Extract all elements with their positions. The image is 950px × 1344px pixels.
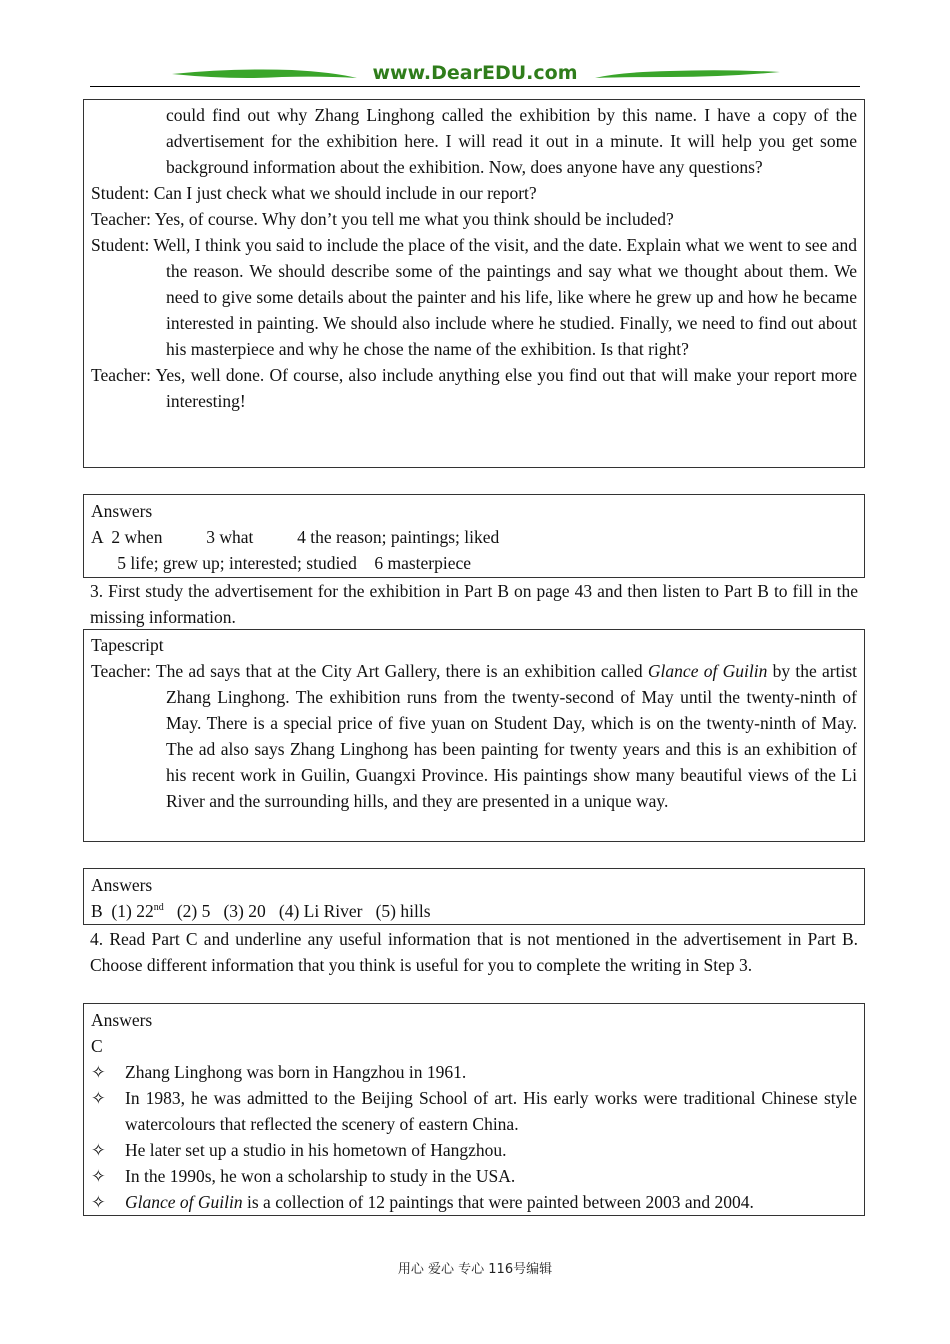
question-3-text: 3. First study the advertisement for the exhibition in Part B on page 43 and then listen to Part B to fill in the missing information. <box>90 581 858 627</box>
diamond-bullet-icon: ✧ <box>91 1140 106 1160</box>
dialogue-box <box>83 99 865 468</box>
list-item-rest: is a collection of 12 paintings that were painted between 2003 and 2004. <box>242 1192 754 1212</box>
answers-b-row <box>84 898 864 924</box>
list-item <box>84 1189 864 1215</box>
dialogue-teacher-line-2: Teacher: Yes, well done. Of course, also include anything else you find out that will make your report more interesting! <box>91 365 857 411</box>
tapescript-box <box>83 629 865 842</box>
list-item <box>84 1137 864 1163</box>
exhibition-title: Glance of Guilin <box>125 1192 243 1212</box>
header-rule <box>90 86 860 87</box>
page-footer: 用心 爱心 专心 116号编辑 <box>397 1262 553 1277</box>
diamond-bullet-icon: ✧ <box>91 1062 106 1082</box>
question-4 <box>83 926 865 978</box>
tapescript-text <box>84 658 864 814</box>
question-3 <box>83 578 865 630</box>
list-item-text: In the 1990s, he won a scholarship to study in the USA. <box>125 1166 516 1186</box>
diamond-bullet-icon: ✧ <box>91 1166 106 1186</box>
list-item-text: He later set up a studio in his hometown of Hangzhou. <box>125 1140 507 1160</box>
page-header <box>90 62 860 92</box>
site-logo-text: www.DearEDU.com <box>372 62 578 84</box>
dialogue-student-line-2: Student: Well, I think you said to include the place of the visit, and the date. Explain what we went to see and the reason. We should describe some of the paintings and say what we thought about them. We need to give some details about the painter and his life, like where he grew up and how he became interested in painting. We should also include where he studied. Finally, we need to find out about his masterpiece and why he chose the name of the exhibition. Is that right? <box>91 235 857 359</box>
dialogue-continuation: could find out why Zhang Linghong called the exhibition by this name. I have a copy of the advertisement for the exhibition here. I will read it out in a minute. It will help you get some background information about the exhibition. Now, does anyone have any questions? <box>166 105 857 177</box>
answers-b-sup: nd <box>153 902 164 913</box>
answers-b-box <box>83 868 865 925</box>
answers-c-label: C <box>91 1036 103 1056</box>
list-item <box>84 1085 864 1137</box>
dialogue-student-line-1: Student: Can I just check what we should include in our report? <box>91 183 537 203</box>
list-item-text: In 1983, he was admitted to the Beijing School of art. His early works were traditional Chinese style watercolours that reflected the scenery of eastern China. <box>125 1088 857 1134</box>
question-4-text: 4. Read Part C and underline any useful information that is not mentioned in the advertisement in Part B. Choose different information that you think is useful for you to complete the writing in Step 3. <box>90 929 858 975</box>
diamond-bullet-icon: ✧ <box>91 1192 106 1212</box>
exhibition-title: Glance of Guilin <box>647 661 768 681</box>
right-swoosh-decoration <box>595 68 780 80</box>
tapescript-lead: Teacher: The ad says that at the City Art Gallery, there is an exhibition called <box>91 661 648 681</box>
answers-b-post: (2) 5 (3) 20 (4) Li River (5) hills <box>163 901 431 921</box>
answers-a-row-1: A 2 when 3 what 4 the reason; paintings; liked <box>91 527 500 547</box>
answers-b-pre: B (1) 22 <box>91 901 154 921</box>
answers-c-title: Answers <box>91 1010 153 1030</box>
dialogue-teacher-line-1: Teacher: Yes, of course. Why don’t you tell me what you think should be included? <box>91 209 674 229</box>
list-item <box>84 1059 864 1085</box>
answers-a-row-2: 5 life; grew up; interested; studied 6 masterpiece <box>91 553 472 573</box>
answers-c-box <box>83 1003 865 1216</box>
tapescript-rest: by the artist Zhang Linghong. The exhibition runs from the twenty-second of May until the twenty-ninth of May. There is a special price of five yuan on Student Day, which is on the twenty-ninth of May. The ad also says Zhang Linghong has been painting for twenty years and this is an exhibition of his recent work in Guilin, Guangxi Province. His paintings show many beautiful views of the Li River and the surrounding hills, and they are presented in a unique way. <box>166 661 858 811</box>
diamond-bullet-icon: ✧ <box>91 1088 106 1108</box>
answers-a-box <box>83 494 865 578</box>
answers-a-title: Answers <box>91 501 153 521</box>
answers-b-title: Answers <box>91 875 153 895</box>
list-item-text: Zhang Linghong was born in Hangzhou in 1961. <box>125 1062 467 1082</box>
list-item-text <box>125 1189 857 1215</box>
tapescript-title: Tapescript <box>91 635 164 655</box>
list-item <box>84 1163 864 1189</box>
